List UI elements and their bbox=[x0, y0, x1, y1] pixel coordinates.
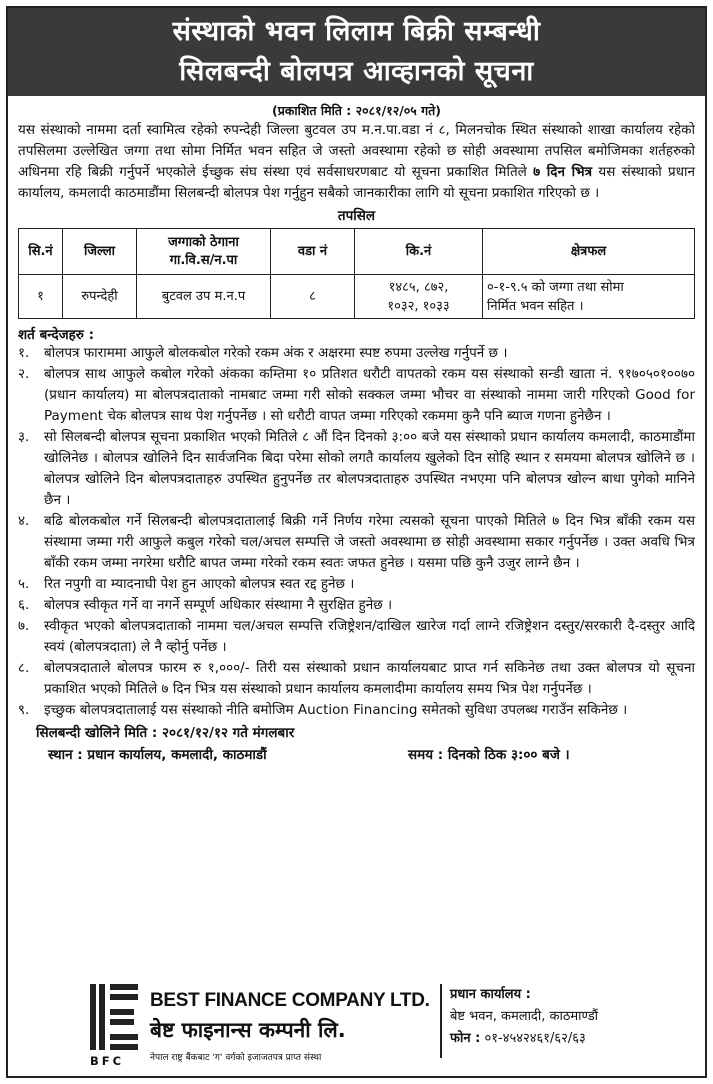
head-office-contact bbox=[440, 984, 598, 1058]
venue-line bbox=[8, 743, 705, 767]
list-item: ५. रित नपुगी वा म्यादनाघी पेश हुन आएको बोलपत्र स्वत रद्द हुनेछ । bbox=[18, 576, 355, 592]
notice-banner bbox=[8, 8, 705, 96]
col-header-district: जिल्ला bbox=[63, 229, 137, 275]
headline-line-1: संस्थाको भवन लिलाम बिक्री सम्बन्धी bbox=[172, 16, 541, 47]
col-header-sn: सि.नं bbox=[19, 229, 63, 275]
list-item: ८. बोलपत्रदाताले बोलपत्र फारम रु १,०००/- तिरी यस संस्थाको प्रधान कार्यालयबाट प्राप्त गर्न सकिनेछ तथा उक्त बोलपत्र यो सूचना प्रकाशित भएको मितिले ७ दिन भित्र यस संस्थाको प्रधान कार्यालय कमलादीमा कार्यालय समय भित्र पेश गर्नुपर्नेछ । bbox=[18, 660, 695, 697]
venue-place: स्थान : प्रधान कार्यालय, कमलादी, काठमाडौं bbox=[48, 747, 267, 763]
conditions-list bbox=[8, 343, 705, 721]
cell-address: बुटवल उप म.न.प bbox=[137, 275, 271, 319]
list-item: ४. बढि बोलकबोल गर्ने सिलबन्दी बोलपत्रदातालाई बिक्री गर्ने निर्णय गरेमा त्यसको सूचना पाएको मितिले ७ दिन भित्र बाँकी रकम यस संस्थामा जम्मा गरी आफुले कबुल गरेको चल/अचल सम्पत्ति जे जस्तो अवस्थामा छ सोही अवस्थामा सकार गर्नुपर्नेछ । उक्त अवधि भित्र बाँकी रकम जम्मा नगरेमा धरौटि बापत जम्मा गरेको रकम स्वतः जफत हुनेछ । यसमा पछि कुनै उजुर लाग्ने छैन । bbox=[18, 513, 695, 571]
schedule-label: तपसिल bbox=[337, 208, 376, 224]
contact-phone: फोन : ०१-४५४२४६१/६२/६३ bbox=[450, 1031, 586, 1046]
contact-address: बेष्ट भवन, कमलादी, काठमाण्डौं bbox=[450, 1009, 599, 1024]
list-item: २. बोलपत्र साथ आफुले कबोल गरेको अंकका कम्तिमा १० प्रतिशत धरौटी वापतको रकम यस संस्थाको सन्डी खाता नं. ९१७०५०१००७० (प्रधान कार्यालय) मा बोलपत्रदाताको नामबाट जम्मा गरी सोको सक्कल जम्मा भौचर वा संस्थाको नाममा जारी गरिएको Good for Payment चेक बोलपत्र साथ पेश गर्नुपर्नेछ । सो धरौटी वापत जम्मा गरिएको रकममा कुनै पनि ब्याज गणना हुनेछैन । bbox=[18, 366, 695, 424]
list-item: ६. बोलपत्र स्वीकृत गर्ने वा नगर्ने सम्पूर्ण अधिकार संस्थामा नै सुरक्षित हुनेछ । bbox=[18, 597, 393, 613]
cell-sn: १ bbox=[19, 275, 63, 319]
notice-frame bbox=[6, 6, 707, 1078]
cell-district: रुपन्देही bbox=[63, 275, 137, 319]
intro-deadline: ७ दिन भित्र bbox=[533, 164, 593, 180]
company-footer bbox=[8, 976, 705, 1076]
intro-text-2: यस संस्थाको प्रधान कार्यालय, कमलादी काठमाडौंमा सिलबन्दी बोलपत्र पेश गर्नुहुन सबैको जानकारीका लागि यो सूचना प्रकाशित गरिएको छ । bbox=[18, 164, 695, 201]
intro-text-1: यस संस्थाको नाममा दर्ता स्वामित्व रहेको रुपन्देही जिल्ला बुटवल उप म.न.पा.वडा नं ८, मिलनचोक स्थित संस्थाको शाखा कार्यालय रहेको तपसिलमा उल्लेखित जग्गा तथा सोमा निर्मित भवन सहित जे जस्तो अवस्थामा रहेको छ सोही अवस्थामा तपसिल बमोजिमका शर्तहरुको अधिनमा रहि बिक्री गर्नुपर्ने भएकोले ईच्छुक संघ संस्था एवं सर्वसाधरणबाट यो सूचना प्रकाशित मितिले bbox=[18, 122, 695, 180]
logo-text: BFC bbox=[90, 1054, 125, 1068]
bfc-logo bbox=[88, 984, 140, 1068]
col-header-area: क्षेत्रफल bbox=[483, 229, 695, 275]
parcel-table bbox=[18, 228, 695, 319]
intro-paragraph bbox=[8, 120, 705, 204]
license-note: नेपाल राष्ट्र बैंकबाट 'ग' वर्गको इजाजतपत्र प्राप्त संस्था bbox=[150, 1053, 322, 1063]
list-item: १. बोलपत्र फाराममा आफुले बोलकबोल गरेको रकम अंक र अक्षरमा स्पष्ट रुपमा उल्लेख गर्नुपर्ने छ । bbox=[18, 345, 508, 361]
cell-area: ०-१-९.५ को जग्गा तथा सोमा निर्मित भवन सहित । bbox=[483, 275, 695, 319]
list-item: ३. सो सिलबन्दी बोलपत्र सूचना प्रकाशित भएको मितिले ८ औं दिन दिनको ३:०० बजे यस संस्थाको प्रधान कार्यालय कमलादी, काठमाडौंमा खोलिनेछ । बोलपत्र खोलिने दिन सार्वजनिक बिदा परेमा सोको लगतै कार्यालय खुलेको दिन सोहि स्थान र समयमा बोलपत्र खोलिने छ । बोलपत्र खोलिने दिन बोलपत्रदाताहरु उपस्थित हुनुपर्नेछ तर बोलपत्रदाताहरु उपस्थित नभएमा पनि बोलपत्र खोल्न बाधा पुगेको मानिने छैन । bbox=[18, 429, 695, 508]
table-row bbox=[19, 275, 695, 319]
cell-ward: ८ bbox=[271, 275, 355, 319]
company-name-english: BEST FINANCE COMPANY LTD. bbox=[150, 990, 430, 1011]
list-item: ७. स्वीकृत भएको बोलपत्रदाताको नाममा चल/अचल सम्पत्ति रजिष्ट्रेशन/दाखिल खारेज गर्दा लाग्ने रजिष्ट्रेशन दस्तुर/सरकारी दै-दस्तुर आदि स्वयं (बोलपत्रदाता) ले नै व्होर्नु पर्नेछ । bbox=[18, 618, 695, 655]
col-header-plot: कि.नं bbox=[355, 229, 483, 275]
opening-date: सिलबन्दी खोलिने मिति : २०८१/१२/१२ गते मंगलबार bbox=[36, 725, 295, 741]
company-name-block bbox=[150, 984, 430, 1063]
col-header-ward: वडा नं bbox=[271, 229, 355, 275]
venue-time: समय : दिनको ठिक ३:०० बजे । bbox=[408, 747, 570, 763]
contact-heading: प्रधान कार्यालय : bbox=[450, 987, 531, 1002]
company-name-nepali: बेष्ट फाइनान्स कम्पनी लि. bbox=[150, 1018, 346, 1042]
headline-line-2: सिलबन्दी बोलपत्र आव्हानको सूचना bbox=[179, 56, 534, 87]
table-header-row bbox=[19, 229, 695, 275]
col-header-address: जग्गाको ठेगाना गा.वि.स/न.पा bbox=[137, 229, 271, 275]
conditions-title: शर्त बन्देजहरु : bbox=[18, 327, 94, 343]
list-item: ९. इच्छुक बोलपत्रदातालाई यस संस्थाको नीति बमोजिम Auction Financing समेतको सुविधा उपलब्ध गराउँन सकिनेछ । bbox=[18, 702, 628, 718]
cell-plot: १४८५, ८७२, १०३२, १०३३ bbox=[355, 275, 483, 319]
published-date: (प्रकाशित मिति : २०८१/१२/०५ गते) bbox=[271, 103, 441, 118]
